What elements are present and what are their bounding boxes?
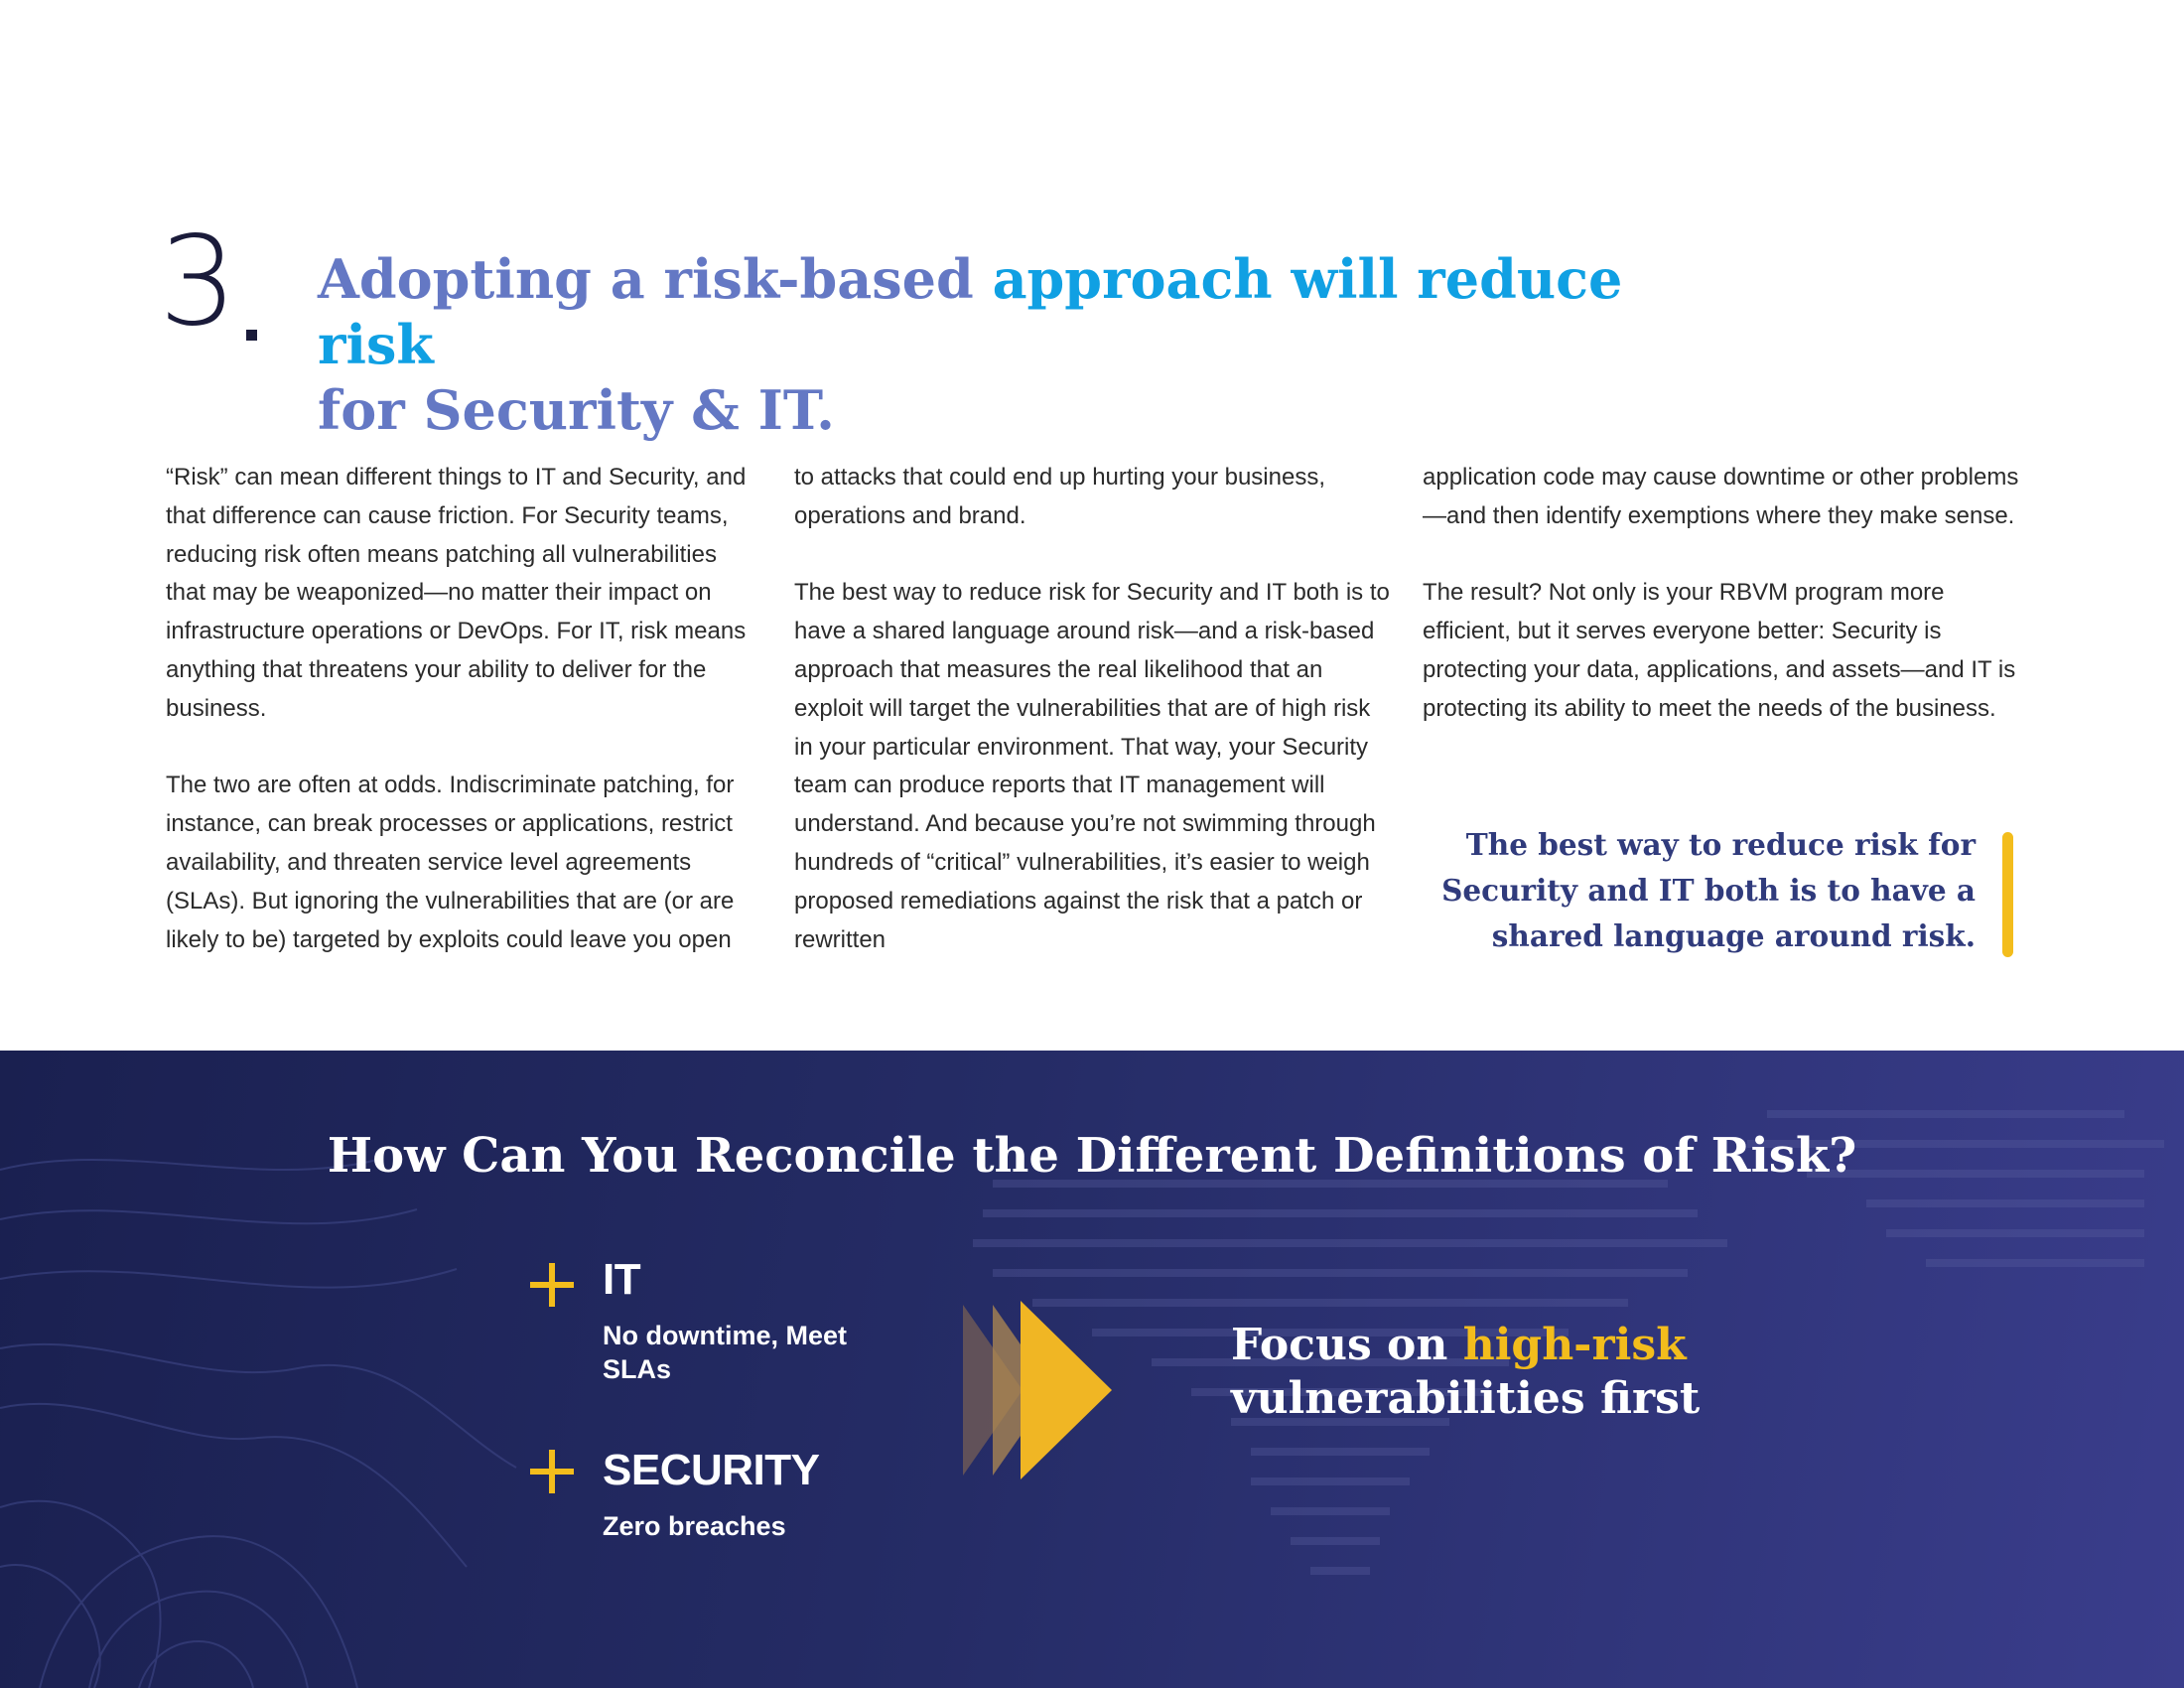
body-column-1 xyxy=(166,459,761,998)
section-number-dot xyxy=(246,330,257,341)
plus-icon xyxy=(530,1263,574,1307)
topographic-lines xyxy=(0,1160,516,1688)
security-description: Zero breaches xyxy=(603,1511,786,1541)
body-paragraph: to attacks that could end up hurting your business, operations and brand. xyxy=(794,464,1325,529)
body-column-2 xyxy=(794,459,1390,998)
body-paragraph: The two are often at odds. Indiscriminate patching, for instance, can break processes or applications, restrict availability, and threaten service level agreements (SLAs). But ignoring the vulnerabilities that are (or are likely to be) targeted by exploits could leave you open xyxy=(166,772,735,953)
focus-highlight: high-risk xyxy=(1462,1320,1687,1370)
pull-quote: The best way to reduce risk for Security and IT both is to have a shared language around risk. xyxy=(1441,827,1976,953)
focus-prefix: Focus on xyxy=(1231,1320,1463,1370)
body-paragraph: The result? Not only is your RBVM program more efficient, but it serves everyone better: Security is protecting your data, applications, and assets—and IT is protecting its ability to meet the needs of the business. xyxy=(1423,579,2016,722)
body-paragraph: The best way to reduce risk for Security and IT both is to have a shared language around risk—and a risk-based approach that measures the real likelihood that an exploit will target the vulnerabilities that are of high risk in your particular environment. That way, your Security team can produce reports that IT management will understand. And because you’re not swimming through hundreds of “critical” vulnerabilities, it’s easier to weigh proposed remediations against the risk that a patch or rewritten xyxy=(794,579,1390,953)
headline-line-2: for Security & IT. xyxy=(318,378,835,442)
headline-line-1 xyxy=(318,246,1688,377)
body-paragraph: application code may cause downtime or other problems—and then identify exemptions where they make sense. xyxy=(1423,464,2019,529)
it-description: No downtime, Meet SLAs xyxy=(603,1321,848,1384)
headline-part-1: Adopting a risk-based xyxy=(318,247,993,311)
band-title: How Can You Reconcile the Different Definitions of Risk? xyxy=(327,1128,1857,1184)
headline-part-2: approach will reduce risk xyxy=(318,247,1623,376)
body-column-3 xyxy=(1423,459,2038,767)
arrow-chevrons-icon xyxy=(953,1299,1122,1487)
body-paragraph: “Risk” can mean different things to IT and Security, and that difference can cause friction. For Security teams, reducing risk often means patching all vulnerabilities that may be weaponized—no matter their impact on infrastructure operations or DevOps. For IT, risk means anything that threatens your ability to deliver for the business. xyxy=(166,464,747,722)
pull-quote-accent-bar xyxy=(2002,832,2013,957)
it-heading: IT xyxy=(603,1255,641,1304)
reconcile-band xyxy=(0,1051,2184,1688)
section-number: 3 xyxy=(159,211,237,353)
plus-icon xyxy=(530,1450,574,1493)
section-headline xyxy=(318,246,1688,443)
focus-statement xyxy=(1231,1319,1747,1426)
focus-suffix: vulnerabilities first xyxy=(1231,1373,1701,1424)
security-heading: SECURITY xyxy=(603,1446,820,1494)
